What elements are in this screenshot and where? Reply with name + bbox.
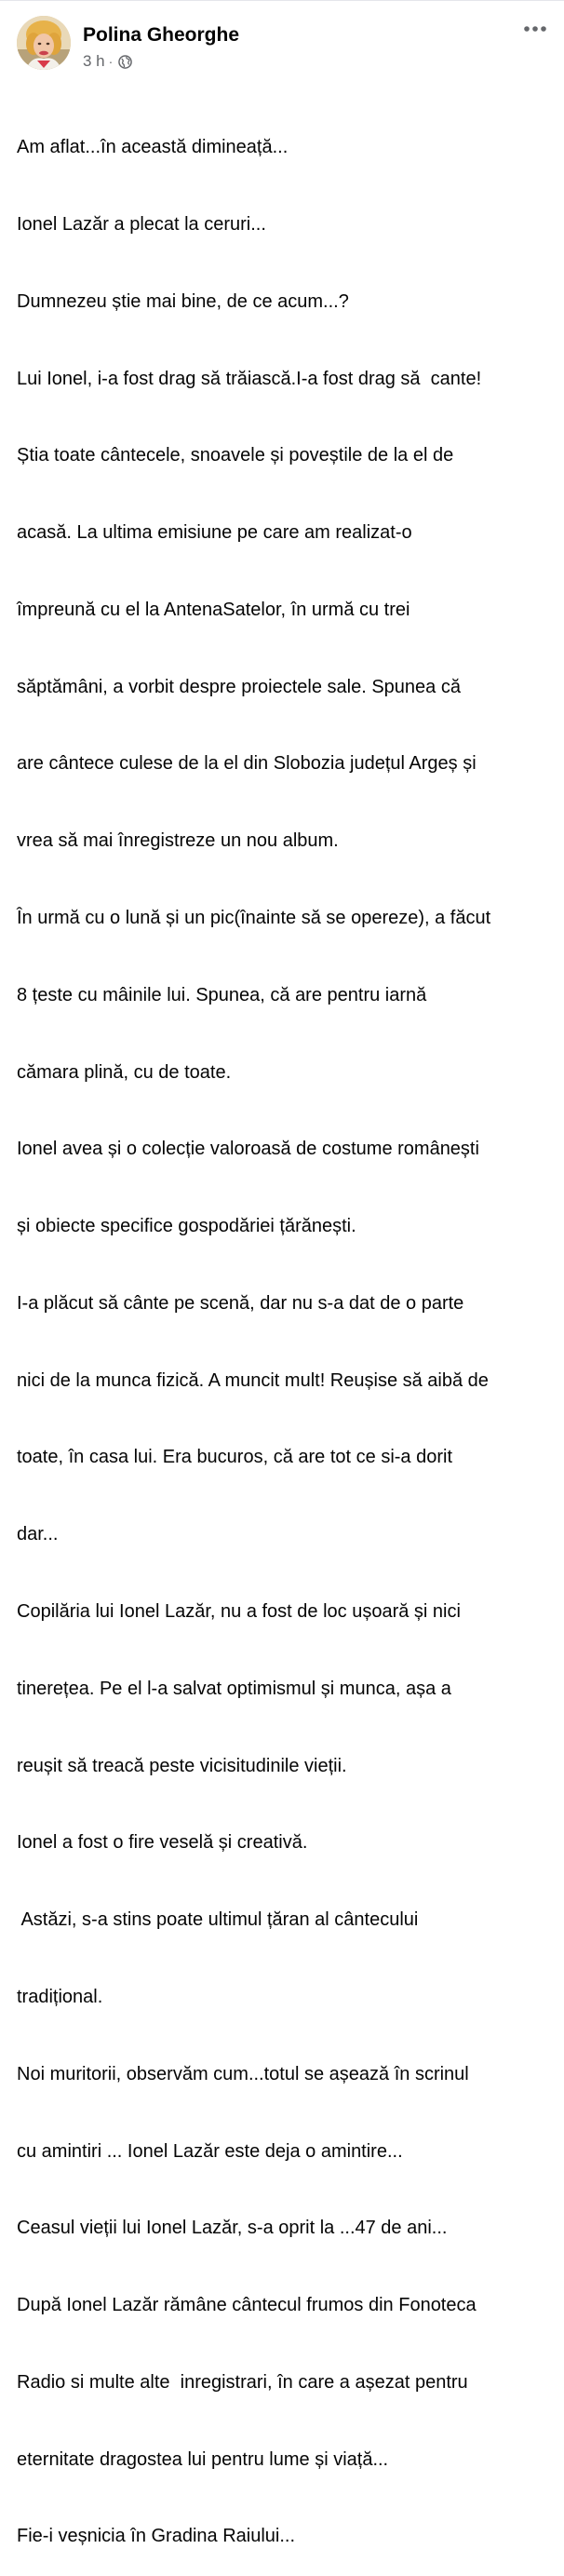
author-avatar[interactable] bbox=[17, 16, 71, 70]
post-text-line: Știa toate cântecele, snoavele și poveștile de la el de bbox=[17, 445, 454, 466]
post-text-line: cămara plină, cu de toate. bbox=[17, 1061, 232, 1083]
post-text-line: are cântece culese de la el din Slobozia județul Argeș și bbox=[17, 753, 477, 775]
post-text-line: și obiecte specifice gospodăriei țărănești. bbox=[17, 1216, 356, 1237]
post-text-line: dar... bbox=[17, 1524, 59, 1545]
post-text-line: Ceasul vieții lui Ionel Lazăr, s-a oprit la ...47 de ani... bbox=[17, 2218, 448, 2239]
post-text bbox=[17, 84, 564, 2576]
post-text-line: cu amintiri ... Ionel Lazăr este deja o amintire... bbox=[17, 2140, 403, 2162]
globe-icon[interactable] bbox=[118, 55, 132, 69]
post-text-line: săptămâni, a vorbit despre proiectele sale. Spunea că bbox=[17, 676, 461, 697]
post-text-line: împreună cu el la AntenaSatelor, în urmă cu trei bbox=[17, 599, 410, 620]
post-text-line: Ionel a fost o fire veselă și creativă. bbox=[17, 1832, 308, 1854]
post-text-line: I-a plăcut să cânte pe scenă, dar nu s-a dat de o parte bbox=[17, 1292, 464, 1314]
post-text-line: vrea să mai înregistreze un nou album. bbox=[17, 830, 339, 852]
post-meta bbox=[83, 52, 132, 71]
post-text-line: reușit să treacă peste vicisitudinile vieții. bbox=[17, 1755, 347, 1776]
post-text-line: Fie-i veșnicia în Gradina Raiului... bbox=[17, 2526, 296, 2547]
post-text-line: eternitate dragostea lui pentru lume și viață... bbox=[17, 2448, 389, 2470]
post-text-line: Copilăria lui Ionel Lazăr, nu a fost de loc ușoară și nici bbox=[17, 1601, 461, 1623]
post-text-line: tinerețea. Pe el l-a salvat optimismul și munca, așa a bbox=[17, 1678, 451, 1699]
post-text-line: tradițional. bbox=[17, 1986, 103, 2007]
post-text-line: nici de la munca fizică. A muncit mult! Reușise să aibă de bbox=[17, 1369, 489, 1391]
post-text-line: Dumnezeu știe mai bine, de ce acum...? bbox=[17, 290, 349, 312]
top-divider bbox=[0, 0, 564, 1]
more-options-icon[interactable] bbox=[521, 20, 549, 38]
post-text-line: Am aflat...în această dimineață... bbox=[17, 137, 289, 158]
post-text-line: Noi muritorii, observăm cum...totul se așează în scrinul bbox=[17, 2063, 469, 2084]
post-text-line: Astăzi, s-a stins poate ultimul țăran al cântecului bbox=[17, 1909, 419, 1931]
post-text-line: Lui Ionel, i-a fost drag să trăiască.I-a fost drag să cante! bbox=[17, 368, 482, 389]
post-header bbox=[17, 16, 547, 74]
post-text-line: Radio si multe alte inregistrari, în care a așezat pentru bbox=[17, 2371, 468, 2393]
post-time[interactable]: 3 h bbox=[83, 52, 105, 70]
post-text-line: acasă. La ultima emisiune pe care am realizat-o bbox=[17, 522, 412, 544]
meta-separator: · bbox=[108, 54, 114, 69]
post-text-line: toate, în casa lui. Era bucuros, că are tot ce si-a dorit bbox=[17, 1447, 453, 1468]
post-text-line: Ionel avea și o colecție valoroasă de costume românești bbox=[17, 1139, 479, 1160]
post-text-line: În urmă cu o lună și un pic(înainte să se opereze), a făcut bbox=[17, 908, 491, 928]
author-name[interactable]: Polina Gheorghe bbox=[83, 24, 240, 46]
avatar-image bbox=[17, 16, 71, 70]
post-text-line: Ionel Lazăr a plecat la ceruri... bbox=[17, 213, 266, 235]
post-text-line: După Ionel Lazăr rămâne cântecul frumos din Fonoteca bbox=[17, 2295, 477, 2316]
post-text-line: 8 țeste cu mâinile lui. Spunea, că are pentru iarnă bbox=[17, 984, 427, 1005]
